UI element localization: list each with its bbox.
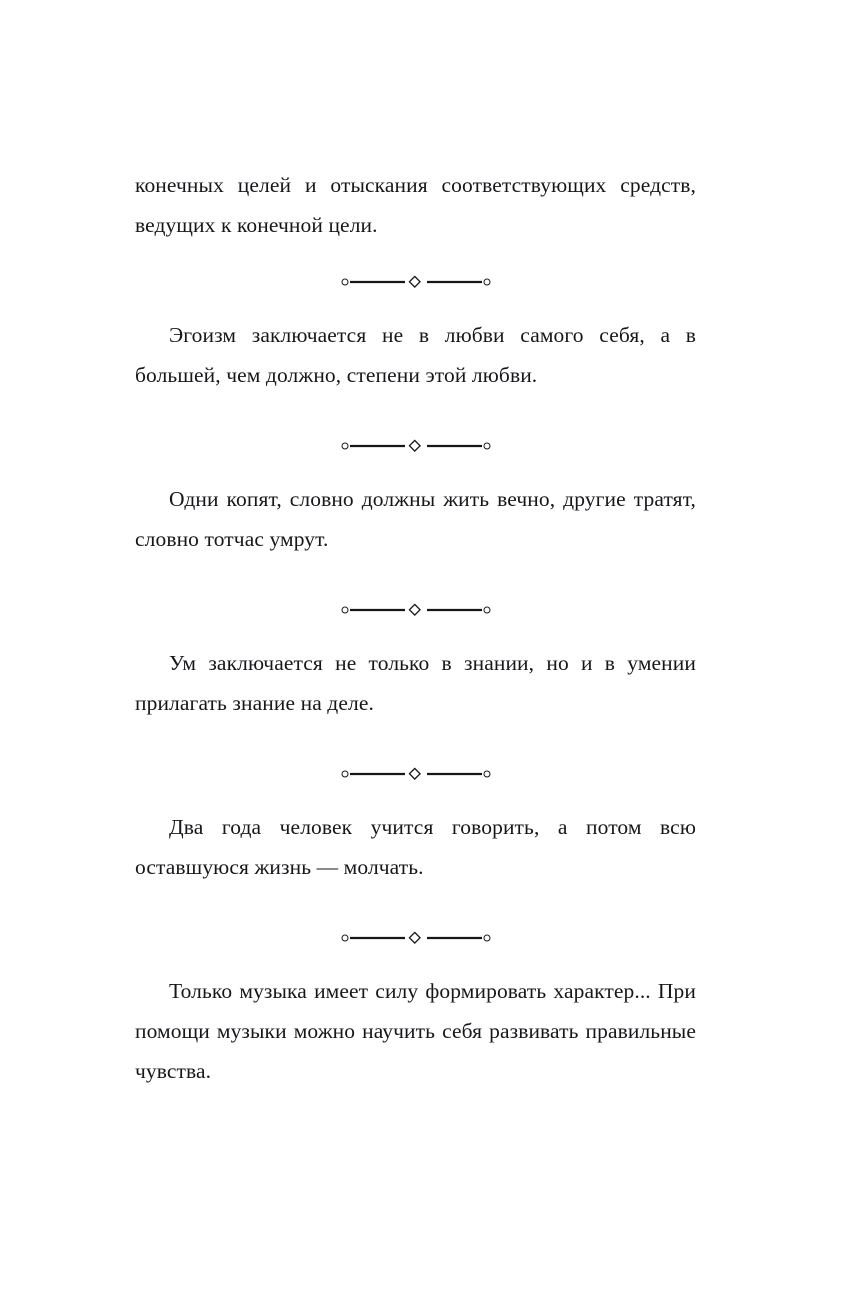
aphorism-saving: Одни копят, словно должны жить вечно, другие тратят, словно тотчас умрут. [135, 487, 696, 551]
diamond-rule-icon [341, 603, 491, 617]
spacer [135, 723, 696, 737]
aphorism-music: Только музыка имеет силу формировать характер... При помощи музыки можно научить себя развивать правильные чувства. [135, 979, 696, 1083]
diamond-rule-icon [341, 439, 491, 453]
aphorism-mind: Ум заключается не только в знании, но и в умении прилагать знание на деле. [135, 651, 696, 715]
divider-ornament-4 [135, 763, 696, 785]
spacer [135, 887, 696, 901]
spacer [135, 559, 696, 573]
diamond-rule-icon [341, 931, 491, 945]
divider-ornament-3 [135, 599, 696, 621]
aphorism-egoism: Эгоизм заключается не в любви самого себя, а в большей, чем должно, степени этой любви. [135, 323, 696, 387]
divider-ornament-1 [135, 271, 696, 293]
aphorism-speech: Два года человек учится говорить, а потом всю оставшуюся жизнь — молчать. [135, 815, 696, 879]
diamond-rule-icon [341, 275, 491, 289]
paragraph-continued: конечных целей и отыскания соответствующих средств, ведущих к конечной цели. [135, 173, 696, 237]
diamond-rule-icon [341, 767, 491, 781]
divider-ornament-5 [135, 927, 696, 949]
spacer [135, 395, 696, 409]
divider-ornament-2 [135, 435, 696, 457]
